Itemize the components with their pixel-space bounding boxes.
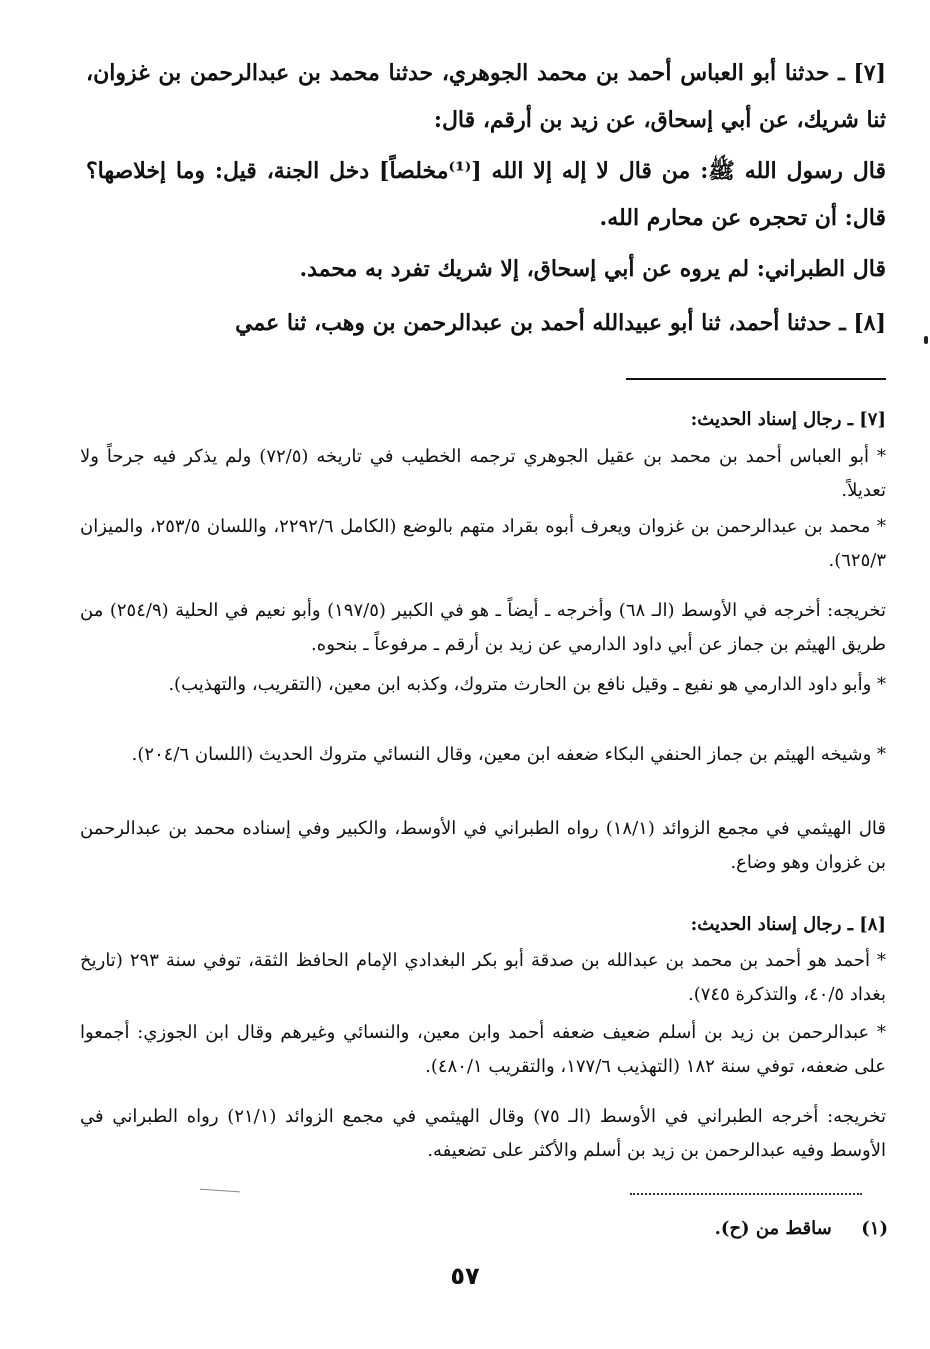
footnote-number: (١) (861, 1218, 888, 1239)
note-7-bullet-haytham: * وشيخه الهيثم بن جماز الحنفي البكاء ضعفه ابن معين، وقال النسائي متروك الحديث (اللسان ٢٠٤/٦). (131, 744, 886, 765)
note-7-bullet-ghazwan: * محمد بن عبدالرحمن بن غزوان ويعرف أبوه بقراد متهم بالوضع (الكامل ٢٢٩٢/٦، واللسان ٢٥٣/٥، والميزان ٦٢٥/٣). (80, 516, 886, 571)
footnote-text: ساقط من (ح). (714, 1218, 832, 1239)
footnote-separator (626, 378, 886, 380)
margin-mark (924, 336, 928, 344)
main-paragraph-7: [٧] ـ حدثنا أبو العباس أحمد بن محمد الجوهري، حدثنا محمد بن عبدالرحمن بن غزوان، ثنا شريك، عن أبي إسحاق، عن زيد بن أرقم، قال: (86, 60, 886, 133)
note-8-bullet-abdurrahman: * عبدالرحمن بن زيد بن أسلم ضعيف ضعفه أحمد وابن معين، والنسائي وغيرهم وقال ابن الجوزي: أجمعوا على ضعفه، توفي سنة ١٨٢ (التهذيب ١٧٧/٦، والتقريب ٤٨٠/١). (80, 1022, 886, 1077)
main-paragraph-8: [٨] ـ حدثنا أحمد، ثنا أبو عبيدالله أحمد بن عبدالرحمن بن وهب، ثنا عمي (235, 310, 886, 336)
note-8-takhrij: تخريجه: أخرجه الطبراني في الأوسط (الـ ٧٥) وقال الهيثمي في مجمع الزوائد (٢١/١) رواه الطبراني في الأوسط وفيه عبدالرحمن بن زيد بن أسلم والأكثر على تضعيفه. (80, 1106, 886, 1161)
note-7-haythami: قال الهيثمي في مجمع الزوائد (١٨/١) رواه الطبراني في الأوسط، والكبير وفي إسناده محمد بن عبدالرحمن بن غزوان وهو وضاع. (80, 818, 886, 873)
main-paragraph-hadith: قال رسول الله ﷺ: من قال لا إله إلا الله [⁽¹⁾مخلصاً] دخل الجنة، قيل: وما إخلاصها؟ قال: أن تحجره عن محارم الله. (86, 158, 886, 231)
note-8-heading: [٨] ـ رجال إسناد الحديث: (690, 914, 886, 935)
note-7-takhrij: تخريجه: أخرجه في الأوسط (الـ ٦٨) وأخرجه ـ أيضاً ـ هو في الكبير (١٩٧/٥) وأبو نعيم في الحلية (٢٥٤/٩) من طريق الهيثم بن جماز عن أبي داود الدارمي عن زيد بن أرقم ـ مرفوعاً ـ بنحوه. (80, 600, 887, 655)
scan-mark (200, 1189, 240, 1193)
dotted-separator (630, 1193, 862, 1199)
main-paragraph-tabarani: قال الطبراني: لم يروه عن أبي إسحاق، إلا شريك تفرد به محمد. (299, 256, 886, 282)
note-7-bullet-jawhari: * أبو العباس أحمد بن محمد بن عقيل الجوهري ترجمه الخطيب في تاريخه (٧٢/٥) ولم يذكر فيه جرحاً ولا تعديلاً. (80, 446, 886, 501)
page-number: ٥٧ (450, 1262, 480, 1290)
note-7-heading: [٧] ـ رجال إسناد الحديث: (690, 409, 886, 430)
note-8-bullet-ahmad: * أحمد هو أحمد بن محمد بن عبدالله بن صدقة أبو بكر البغدادي الإمام الحافظ الثقة، توفي سنة ٢٩٣ (تاريخ بغداد ٤٠/٥، والتذكرة ٧٤٥). (80, 950, 886, 1005)
footnote-1 (488, 1212, 888, 1246)
note-7-bullet-darimi: * وأبو داود الدارمي هو نفيع ـ وقيل نافع بن الحارث متروك، وكذبه ابن معين، (التقريب، والتهذيب). (168, 674, 886, 695)
